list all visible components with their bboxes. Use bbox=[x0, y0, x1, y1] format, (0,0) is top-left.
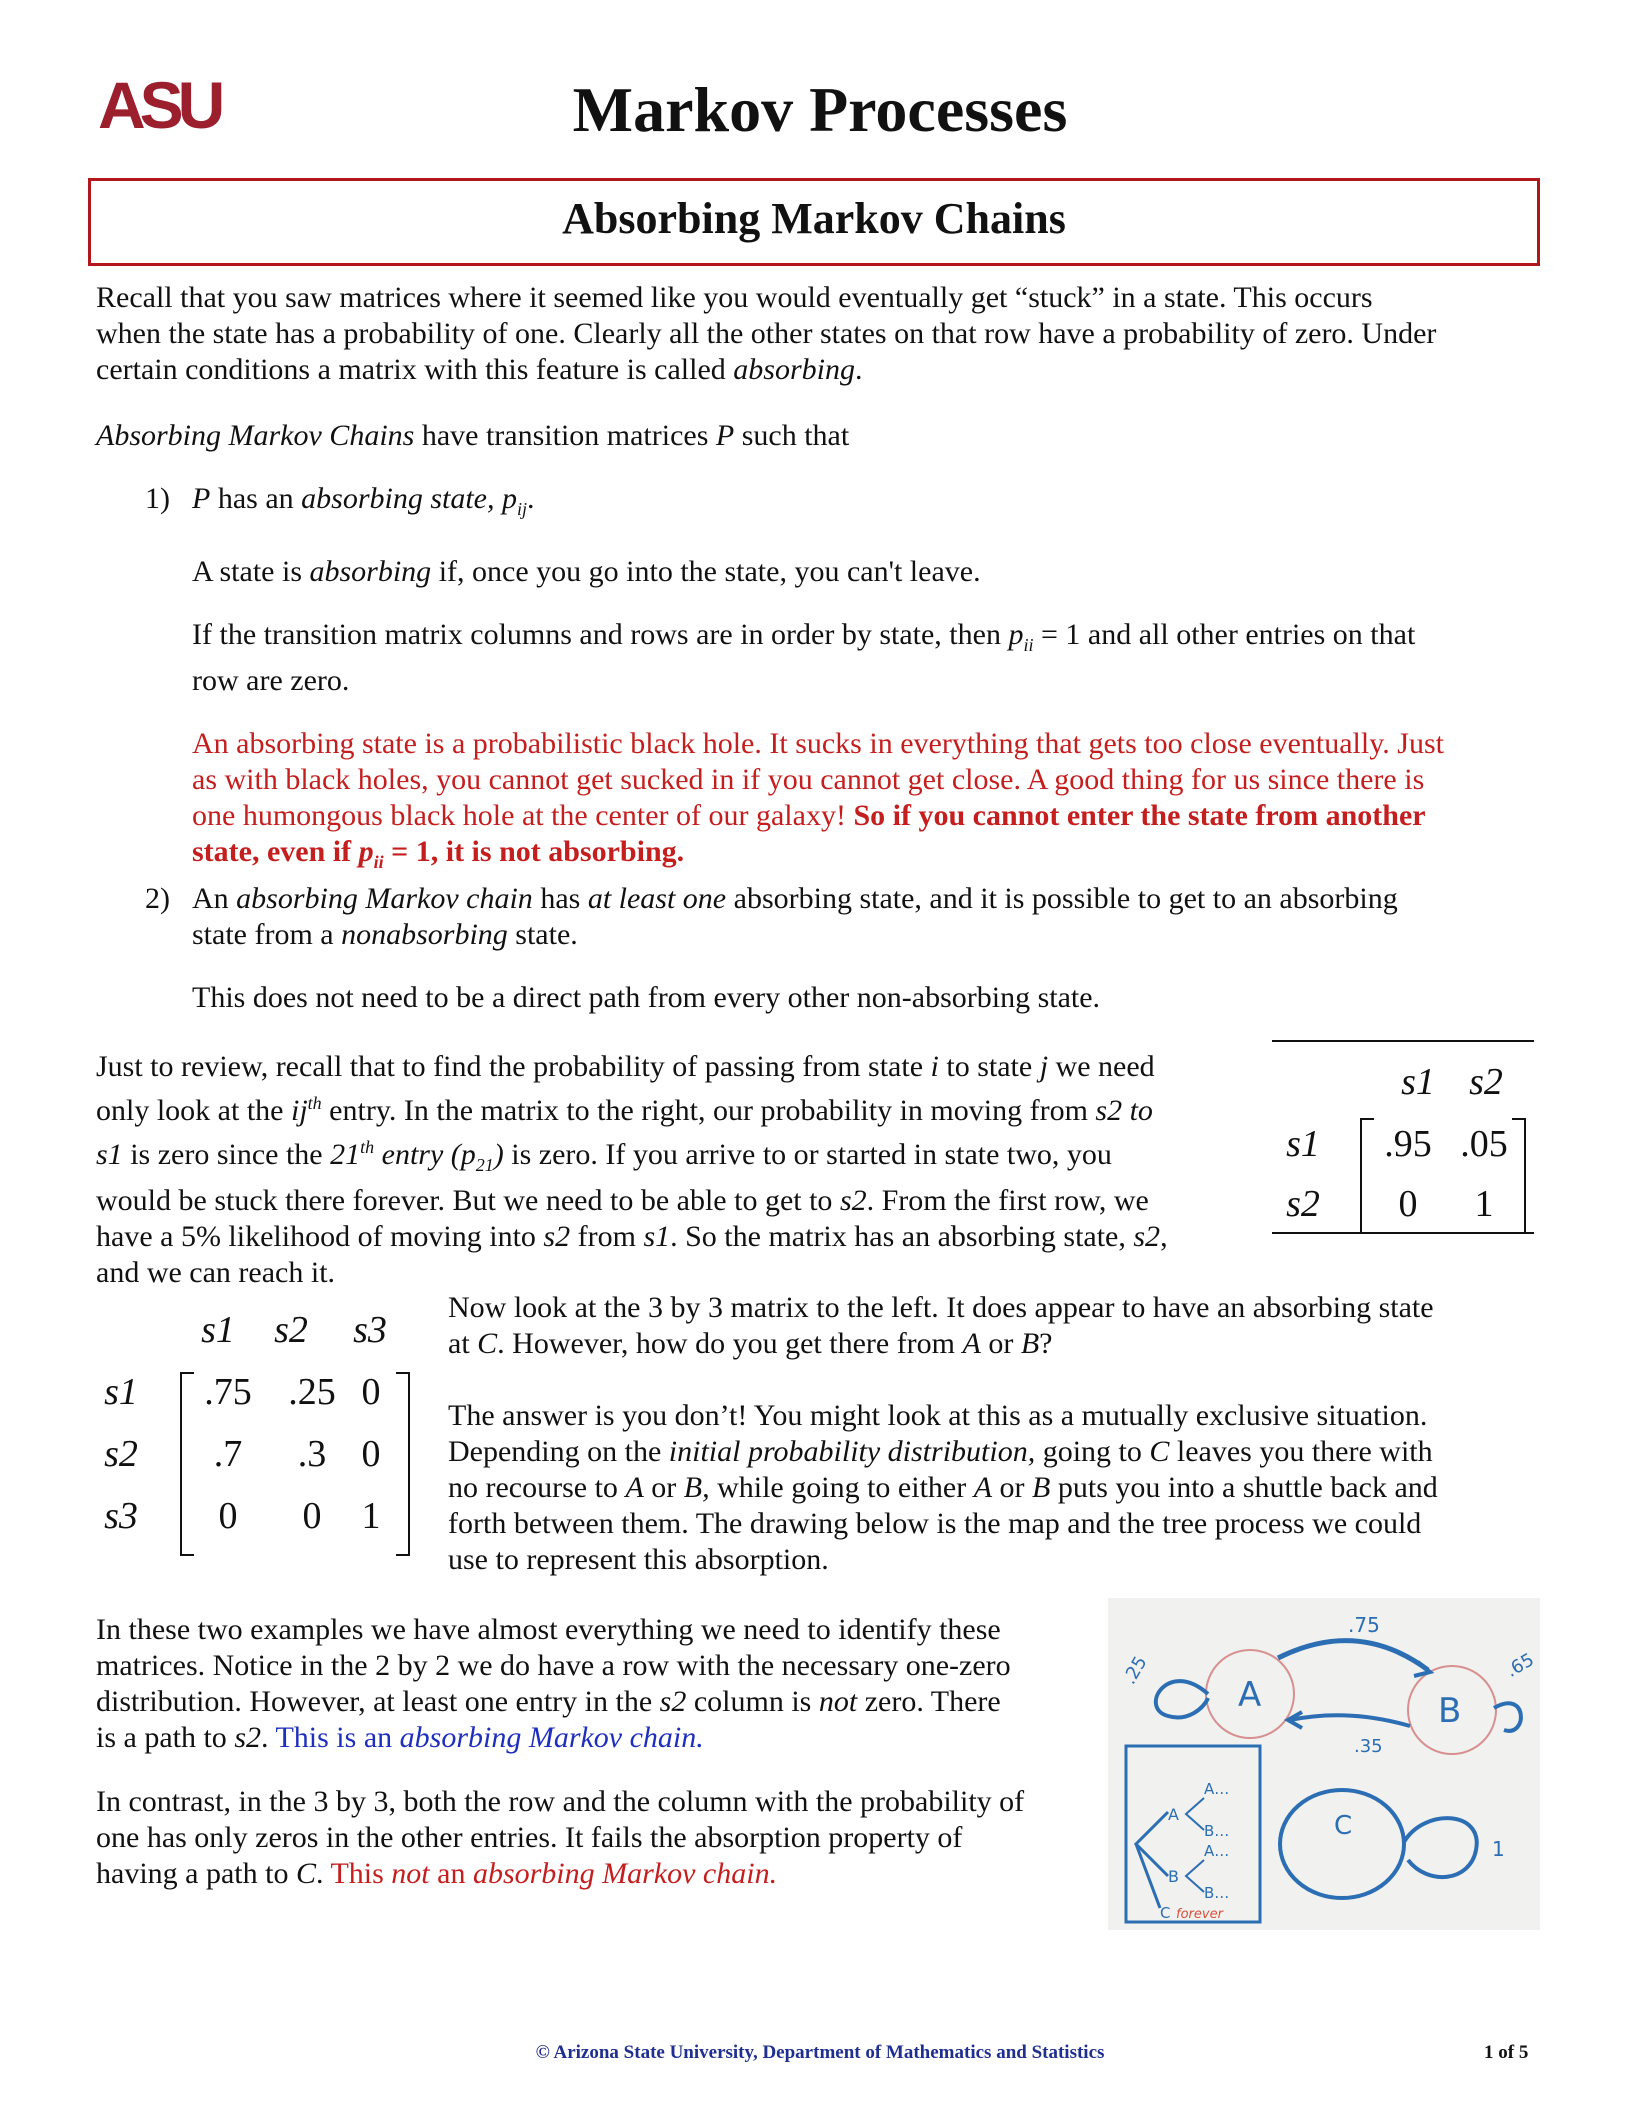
intro-paragraph: Recall that you saw matrices where it seemed like you would eventually get “stuck” in a state. This occurs when the state has a probability of one. Clearly all the other states on that row have a probability of zero. Under certain conditions a matrix with this feature is called absorbing. bbox=[96, 281, 1437, 386]
matrix2-cell: 1 bbox=[1474, 1183, 1494, 1225]
page-number: 1 of 5 bbox=[1484, 2042, 1529, 2063]
node-a-label: A bbox=[1238, 1675, 1262, 1715]
item2: An absorbing Markov chain has at least one absorbing state, and it is possible to get to an absorbing state from a nonabsorbing state. This does not need to be a direct path from every other non-absorbing state. bbox=[192, 882, 1398, 1014]
matrix2-col-header: s2 bbox=[1469, 1061, 1503, 1103]
matrix2-col-header: s1 bbox=[1401, 1061, 1435, 1103]
section-title: Absorbing Markov Chains bbox=[88, 178, 1540, 266]
matrix2-row-label: s2 bbox=[1286, 1183, 1320, 1225]
prob-b-to-b: .65 bbox=[1502, 1649, 1538, 1682]
footer-copyright: © Arizona State University, Department of Mathematics and Statistics bbox=[535, 2042, 1105, 2063]
logo-text: ASU bbox=[98, 70, 220, 140]
matrix3-cell: 0 bbox=[302, 1495, 322, 1537]
tree-forever: forever bbox=[1176, 1907, 1223, 1922]
matrix3-cell: .3 bbox=[297, 1433, 327, 1475]
tree-node-c: C bbox=[1160, 1904, 1171, 1922]
tree-leaf: A… bbox=[1204, 1780, 1230, 1798]
matrix3-cell: .25 bbox=[288, 1371, 336, 1413]
matrix3-cell: 0 bbox=[361, 1433, 381, 1475]
prob-c-to-c: 1 bbox=[1492, 1837, 1505, 1861]
review-paragraph: Just to review, recall that to find the probability of passing from state i to state j we need only look at the $ij^{th}$ entry. In the matrix to the right, our probability in moving from s2 to s1 is zero since the 21th entry $(p_{21})$ is zero. If you arrive to or started in state two, you would be stuck there forever. But we need to be able to get to s2. From the first row, we have a 5% likelihood of moving into s2 from s1. So the matrix has an absorbing state, s2, and we can reach it. bbox=[96, 1050, 1168, 1289]
matrix3-row-label: s3 bbox=[104, 1495, 138, 1537]
item2-number: 2) bbox=[145, 882, 170, 915]
examples-paragraph: In these two examples we have almost everything we need to identify these matrices. Notice in the 2 by 2 we do have a row with the necessary one-zero distribution. However, at least one entry in the s2 column is not zero. There is a path to s2. This is an absorbing Markov chain. bbox=[96, 1613, 1011, 1754]
matrix2-cell: 0 bbox=[1398, 1183, 1418, 1225]
node-b-label: B bbox=[1438, 1691, 1462, 1731]
matrix3-row-label: s1 bbox=[104, 1371, 138, 1413]
tree-leaf: B… bbox=[1204, 1822, 1230, 1840]
matrix3-cell: 0 bbox=[361, 1371, 381, 1413]
matrix3-cell: 0 bbox=[218, 1495, 238, 1537]
page-title: Markov Processes bbox=[572, 74, 1068, 145]
contrast-paragraph: In contrast, in the 3 by 3, both the row and the column with the probability of one has only zeros in the other entries. It fails the absorption property of having a path to C. This not an absorbing Markov chain. bbox=[96, 1785, 1025, 1890]
matrix3-col-header: s2 bbox=[274, 1309, 308, 1351]
matrix-2x2 bbox=[1272, 1040, 1534, 1234]
prob-b-to-a: .35 bbox=[1354, 1736, 1383, 1757]
matrix3-col-header: s1 bbox=[201, 1309, 235, 1351]
definition-line: Absorbing Markov Chains have transition matrices P such that bbox=[96, 419, 850, 452]
black-hole-note: An absorbing state is a probabilistic black hole. It sucks in everything that gets too close eventually. Just as with black holes, you cannot get sucked in if you cannot get close. A good thing for us since there is one humongous black hole at the center of our galaxy! So if you cannot enter the state from another state, even if $p_{ii} = 1$, it is not absorbing. bbox=[192, 727, 1444, 872]
markov-drawing bbox=[1108, 1598, 1540, 1930]
tree-leaf: B… bbox=[1204, 1884, 1230, 1902]
prob-a-to-b: .75 bbox=[1348, 1613, 1380, 1637]
matrix3-cell: .7 bbox=[213, 1433, 243, 1475]
tree-node-b: B bbox=[1168, 1867, 1179, 1886]
matrix2-cell: .05 bbox=[1460, 1123, 1508, 1165]
matrix2-row-label: s1 bbox=[1286, 1123, 1320, 1165]
tree-node-a: A bbox=[1168, 1805, 1179, 1824]
matrix3-row-label: s2 bbox=[104, 1433, 138, 1475]
item1-number: 1) bbox=[145, 482, 170, 515]
tree-leaf: A… bbox=[1204, 1842, 1230, 1860]
answer-paragraph: The answer is you don’t! You might look at this as a mutually exclusive situation. Depending on the initial probability distribution, going to C leaves you there with no recourse to A or B, while going to either A or B puts you into a shuttle back and forth between them. The drawing below is the map and the tree process we could use to represent this absorption. bbox=[448, 1399, 1438, 1576]
matrix3-cell: .75 bbox=[204, 1371, 252, 1413]
matrix3-col-header: s3 bbox=[353, 1309, 387, 1351]
now-paragraph: Now look at the 3 by 3 matrix to the left. It does appear to have an absorbing state at C. However, how do you get there from A or B? bbox=[448, 1291, 1434, 1360]
matrix-3x3 bbox=[96, 1300, 426, 1560]
prob-a-to-a: .25 bbox=[1119, 1652, 1152, 1688]
item1: P has an absorbing state, $p_{ij}$. A state is absorbing if, once you go into the state, you can't leave. If the transition matrix columns and rows are in order by state, then $p_{ii} = 1$ and all other entries on that row are zero. An absorbing state is a probabilistic black hole. It sucks in everything that gets too close eventually. Just as with black holes, you cannot get sucked in if you cannot get close. A good thing for us since there is one humongous black hole at the center of our galaxy! So if you cannot enter the state from another state, even if $p_{ii} = 1$, it is not absorbing. bbox=[192, 481, 1552, 880]
node-c-label: C bbox=[1334, 1811, 1353, 1841]
matrix3-cell: 1 bbox=[361, 1495, 381, 1537]
matrix2-cell: .95 bbox=[1384, 1123, 1432, 1165]
